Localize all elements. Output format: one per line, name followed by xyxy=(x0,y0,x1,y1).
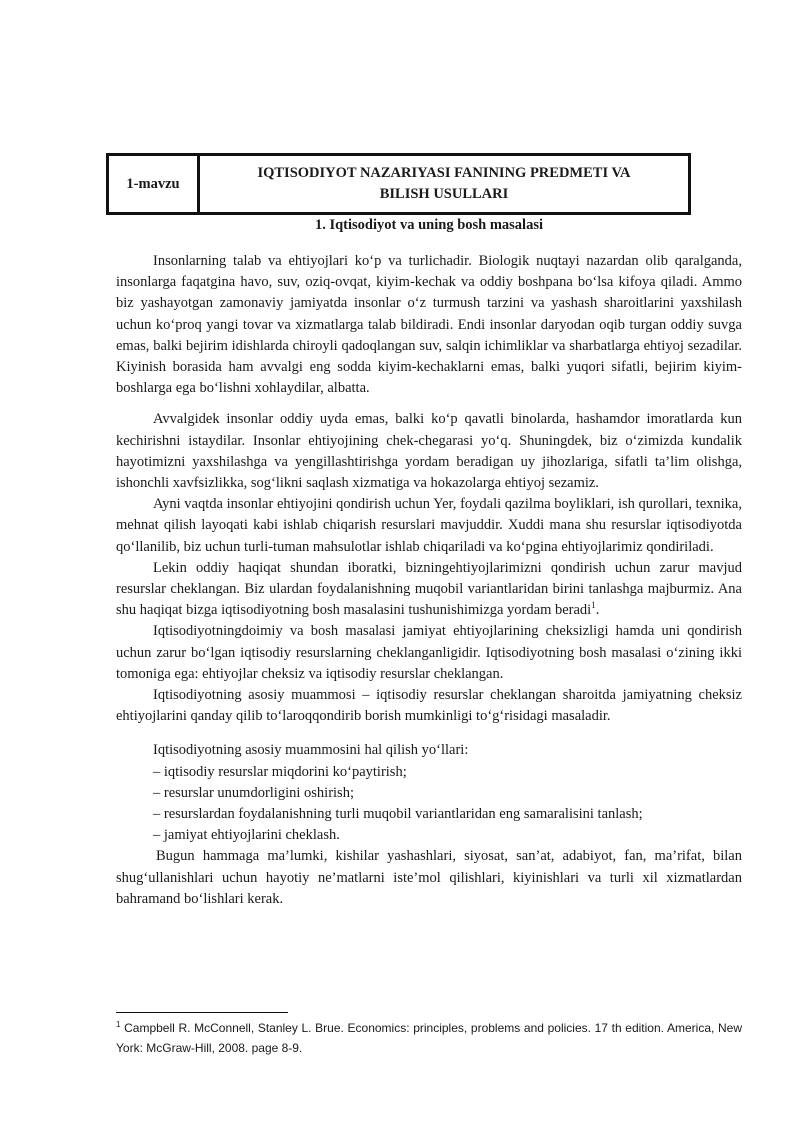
paragraph-5: Iqtisodiyotningdoimiy va bosh masalasi jamiyat ehtiyojlarining cheksizligi hamda uni qondirish uchun zarur bo‘lgan iqtisodiy resurslarning cheklanganligidir. Iqtisodiyotning bosh masalasi o‘zining ikki tomoniga ega: ehtiyojlar cheksiz va iqtisodiy resurslar cheklangan. xyxy=(116,623,742,682)
list-item: – resurslar unumdorligini oshirish; xyxy=(153,784,354,801)
footnote-divider xyxy=(116,1012,288,1013)
list-item: – iqtisodiy resurslar miqdorini ko‘paytirish; xyxy=(153,763,407,780)
topic-header-box xyxy=(106,153,691,215)
footnote-text: Campbell R. McConnell, Stanley L. Brue. Economics: principles, problems and policies. 17 th edition. America, New York: McGraw-Hill, 2008. page 8-9. xyxy=(116,1021,742,1055)
list-intro: Iqtisodiyotning asosiy muammosini hal qilish yo‘llari: xyxy=(153,742,469,759)
list-item: – resurslardan foydalanishning turli muqobil variantlaridan eng samaralisini tanlash; xyxy=(153,806,643,823)
paragraph-1: Insonlarning talab va ehtiyojlari ko‘p va turlichadir. Biologik nuqtayi nazardan olib qaralganda, insonlarga faqatgina havo, suv, oziq-ovqat, kiyim-kechak va oddiy boshpana bo‘lsa kifoya qiladi. Ammo biz yashayotgan zamonaviy jamiyatda insonlar o‘z turmush tarzini va yashash sharoitlarini yaxshilash uchun ko‘proq yangi tovar va xizmatlarga talab bildiradi. Endi insonlar daryodan oqib turgan oddiy suvga emas, balki bejirim idishlarda chiroyli qadoqlangan suv, salqin ichimliklar va sharbatlarga ehtiyoj sezadilar. Kiyinish borasida ham avvalgi eng sodda kiyim-kechaklarni emas, balki yuqori sifatli, bejirim kiyim-boshlarga ega bo‘lishni xohlaydilar, albatta. xyxy=(116,253,742,397)
paragraph-6: Iqtisodiyotning asosiy muammosi – iqtisodiy resurslar cheklangan sharoitda jamiyatning cheksiz ehtiyojlarini qanday qilib to‘laroqqondirib borish mumkinligi to‘g‘risidagi masaladir. xyxy=(116,687,742,725)
paragraph-3: Ayni vaqtda insonlar ehtiyojini qondirish uchun Yer, foydali qazilma boyliklari, ish qurollari, texnika, mehnat qilish layoqati kabi ishlab chiqarish resurslari mavjuddir. Xuddi mana shu resurslar iqtisodiyotda qo‘llanilib, biz uchun turli-tuman mahsulotlar ishlab chiqariladi va ko‘pgina ehtiyojlarimiz qondiriladi. xyxy=(116,496,742,555)
topic-title xyxy=(200,156,688,212)
closing-paragraph: Bugun hammaga ma’lumki, kishilar yashashlari, siyosat, san’at, adabiyot, fan, ma’rifat, bilan shug‘ullanishlari uchun hayotiy ne’matlarni iste’mol qilishlari, kiyinishlari va turli xil xizmatlardan bahramand bo‘lishlari kerak. xyxy=(116,848,742,907)
section-title: 1. Iqtisodiyot va uning bosh masalasi xyxy=(314,217,544,233)
footnote-number: 1 xyxy=(116,1020,121,1029)
paragraph-4-text: Lekin oddiy haqiqat shundan iboratki, bizningehtiyojlarimizni qondirish uchun zarur mavjud resurslar cheklangan. Biz ulardan foydalanishning muqobil variantlaridan birini tanlashga majburmiz. Ana shu haqiqat bizga iqtisodiyotning bosh masalasini tushunishimizga yordam beradi xyxy=(116,559,742,619)
topic-title-line1: IQTISODIYOT NAZARIYASI FANINING PREDMETI VA xyxy=(257,165,631,181)
topic-label: 1-mavzu xyxy=(109,156,200,212)
document-body xyxy=(116,251,742,910)
footnote-reference[interactable]: 1 xyxy=(591,600,596,611)
paragraph-2: Avvalgidek insonlar oddiy uyda emas, balki ko‘p qavatli binolarda, hashamdor imoratlarda kun kechirishni istaydilar. Insonlar ehtiyojining chek-chegarasi yo‘q. Shuningdek, biz o‘zimizda kundalik hayotimizni yaxshilashga va yengillashtirishga yordam beradigan uy jihozlariga, sifatli ta’lim olishga, ishonchli xavfsizlikka, sog‘likni saqlash xizmatiga va hokazolarga ehtiyoj sezamiz. xyxy=(116,411,742,492)
list-item: – jamiyat ehtiyojlarini cheklash. xyxy=(153,827,340,844)
topic-title-line2: BILISH USULLARI xyxy=(379,186,509,202)
footnote xyxy=(116,1018,742,1058)
paragraph-4: Lekin oddiy haqiqat shundan iboratki, bizningehtiyojlarimizni qondirish uchun zarur mavjud resurslar cheklangan. Biz ulardan foydalanishning muqobil variantlaridan birini tanlashga majburmiz. Ana shu haqiqat bizga iqtisodiyotning bosh masalasini tushunishimizga yordam beradi$^1$. xyxy=(116,559,742,619)
